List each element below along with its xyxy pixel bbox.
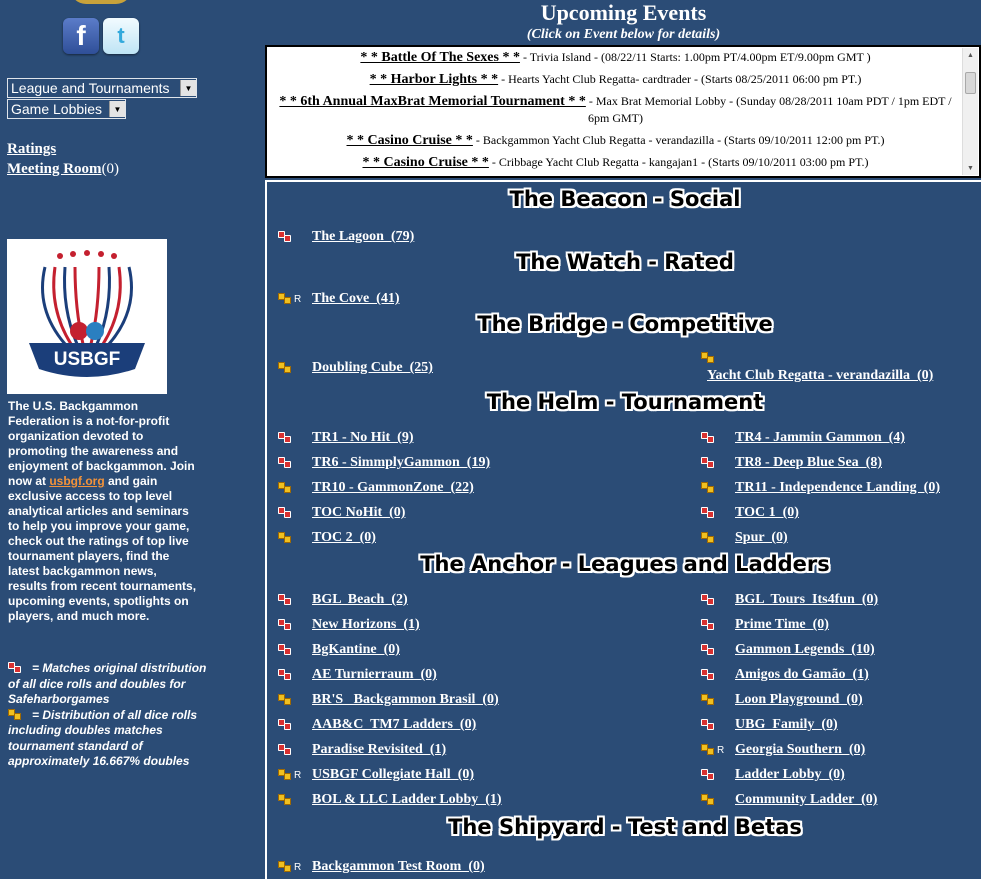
- yellow-dice-icon: [701, 694, 715, 706]
- room-link[interactable]: R Georgia Southern (0): [701, 741, 865, 759]
- event-title[interactable]: * * Harbor Lights * *: [369, 72, 499, 87]
- red-dice-icon: [701, 507, 715, 519]
- usbgf-link[interactable]: usbgf.org: [49, 474, 105, 488]
- red-dice-icon: [278, 744, 292, 756]
- room-link[interactable]: TR10 - GammonZone (22): [278, 479, 474, 497]
- room-link[interactable]: Gammon Legends (10): [701, 641, 875, 659]
- scroll-down-icon[interactable]: ▼: [967, 164, 974, 172]
- red-dice-icon: [701, 457, 715, 469]
- section-heading-shipyard: The Shipyard - Test and Betas: [448, 815, 802, 839]
- red-dice-icon: [278, 669, 292, 681]
- room-link[interactable]: TR1 - No Hit (9): [278, 429, 414, 447]
- usbgf-emblem-icon: [7, 239, 167, 394]
- red-dice-icon: [278, 507, 292, 519]
- yellow-dice-icon: [278, 794, 292, 806]
- red-dice-icon: [701, 619, 715, 631]
- red-dice-icon: [701, 669, 715, 681]
- twitter-icon[interactable]: t: [103, 18, 139, 54]
- event-detail: - Max Brat Memorial Lobby - (Sunday 08/28/2011 10am PDT / 1pm EDT / 6pm GMT): [585, 94, 952, 125]
- ratings-link[interactable]: Ratings: [7, 141, 57, 157]
- event-item[interactable]: [269, 71, 962, 88]
- usbgf-logo[interactable]: [7, 239, 167, 394]
- yellow-dice-icon: [8, 709, 22, 721]
- event-item[interactable]: [269, 93, 962, 127]
- select-value: League and Tournaments: [11, 80, 170, 96]
- room-link[interactable]: TR6 - SimmplyGammon (19): [278, 454, 490, 472]
- red-dice-icon: [278, 719, 292, 731]
- room-link[interactable]: R The Cove (41): [278, 290, 400, 308]
- room-link[interactable]: BGL Tours Its4fun (0): [701, 591, 878, 609]
- chevron-down-icon[interactable]: ▼: [109, 101, 125, 117]
- room-link[interactable]: AAB&C TM7 Ladders (0): [278, 716, 476, 734]
- red-dice-icon: [701, 719, 715, 731]
- event-item[interactable]: [269, 154, 962, 171]
- room-link[interactable]: Community Ladder (0): [701, 791, 877, 809]
- event-title[interactable]: * * 6th Annual MaxBrat Memorial Tournament * *: [279, 94, 586, 109]
- site-logo-partial: [70, 0, 132, 4]
- rated-icon: R: [294, 769, 302, 781]
- room-link[interactable]: Yacht Club Regatta - verandazilla (0): [707, 368, 934, 383]
- yellow-dice-icon: [278, 482, 292, 494]
- room-link[interactable]: TR8 - Deep Blue Sea (8): [701, 454, 882, 472]
- event-item[interactable]: [269, 132, 962, 149]
- event-detail: - Trivia Island - (08/22/11 Starts: 1.00pm PT/4.00pm ET/9.00pm GMT ): [519, 50, 871, 64]
- event-title[interactable]: * * Casino Cruise * *: [346, 133, 473, 148]
- room-link[interactable]: AE Turnierraum (0): [278, 666, 437, 684]
- ratings-row: [7, 141, 56, 158]
- meeting-room-link[interactable]: Meeting Room: [7, 161, 102, 177]
- red-dice-icon: [701, 432, 715, 444]
- room-link[interactable]: New Horizons (1): [278, 616, 420, 634]
- red-dice-icon: [278, 457, 292, 469]
- league-tournaments-select[interactable]: [7, 78, 197, 98]
- usbgf-description: The U.S. Backgammon Federation is a not-for-profit organization devoted to promoting the awareness and enjoyment of backgammon. Join now at usbgf.org and gain exclusive access to top level analytical articles and seminars to help you improve your game, check out the ratings of top live tournament players, find the latest backgammon news, results from recent tournaments, upcoming events, spotlights on players, and much more.: [8, 399, 197, 623]
- event-detail: - Cribbage Yacht Club Regatta - kangajan1 - (Starts 09/10/2011 03:00 pm PT.): [488, 155, 869, 169]
- yellow-dice-icon: [278, 532, 292, 544]
- section-heading-bridge: The Bridge - Competitive: [477, 312, 773, 336]
- room-link[interactable]: BgKantine (0): [278, 641, 400, 659]
- event-detail: - Backgammon Yacht Club Regatta - verandazilla - (Starts 09/10/2011 12:00 pm PT.): [472, 133, 885, 147]
- event-detail: - Hearts Yacht Club Regatta- cardtrader - (Starts 08/25/2011 06:00 pm PT.): [498, 72, 862, 86]
- section-heading-watch: The Watch - Rated: [516, 250, 734, 274]
- room-link[interactable]: Doubling Cube (25): [278, 359, 433, 377]
- red-dice-icon: [278, 432, 292, 444]
- section-heading-helm: The Helm - Tournament: [486, 390, 764, 414]
- room-link[interactable]: TR4 - Jammin Gammon (4): [701, 429, 905, 447]
- section-heading-beacon: The Beacon - Social: [509, 187, 741, 211]
- yellow-dice-icon: [701, 352, 715, 364]
- red-dice-icon: [278, 594, 292, 606]
- room-link[interactable]: Prime Time (0): [701, 616, 829, 634]
- meeting-room-count: (0): [101, 161, 120, 177]
- rated-icon: R: [294, 293, 302, 305]
- room-link[interactable]: R USBGF Collegiate Hall (0): [278, 766, 474, 784]
- event-title[interactable]: * * Casino Cruise * *: [362, 155, 489, 170]
- room-link[interactable]: Paradise Revisited (1): [278, 741, 446, 759]
- room-link[interactable]: The Lagoon (79): [278, 228, 414, 246]
- red-dice-icon: [8, 662, 22, 674]
- room-link[interactable]: TOC NoHit (0): [278, 504, 405, 522]
- room-link[interactable]: Spur (0): [701, 529, 788, 547]
- room-link[interactable]: BGL Beach (2): [278, 591, 408, 609]
- sidebar: [0, 0, 265, 879]
- red-dice-icon: [278, 644, 292, 656]
- select-value: Game Lobbies: [11, 101, 103, 117]
- event-title[interactable]: * * Battle Of The Sexes * *: [360, 50, 520, 65]
- upcoming-events-list[interactable]: [265, 45, 981, 178]
- page-subtitle: (Click on Event below for details): [526, 27, 721, 42]
- room-link[interactable]: TOC 1 (0): [701, 504, 799, 522]
- room-link[interactable]: TR11 - Independence Landing (0): [701, 479, 940, 497]
- yellow-dice-icon: [278, 769, 292, 781]
- events-scrollbar[interactable]: [962, 48, 978, 175]
- red-dice-icon: [278, 619, 292, 631]
- legend-yellow: = Distribution of all dice rolls including doubles matches tournament standard of approximately 16.667% doubles: [8, 707, 198, 768]
- facebook-icon[interactable]: f: [63, 18, 99, 54]
- yellow-dice-icon: [701, 482, 715, 494]
- room-link[interactable]: Loon Playground (0): [701, 691, 863, 709]
- meeting-room-row: [7, 161, 119, 178]
- svg-text:USBGF: USBGF: [53, 349, 121, 370]
- room-link[interactable]: BR'S Backgammon Brasil (0): [278, 691, 499, 709]
- yellow-dice-icon: [278, 694, 292, 706]
- legend-red: = Matches original distribution of all dice rolls and doubles for Safeharborgames: [8, 661, 207, 706]
- yellow-dice-icon: [278, 861, 292, 873]
- room-link[interactable]: TOC 2 (0): [278, 529, 376, 547]
- rated-icon: R: [294, 861, 302, 873]
- room-link[interactable]: Amigos do Gamão (1): [701, 666, 869, 684]
- dice-legend: [8, 661, 208, 770]
- yellow-dice-icon: [701, 744, 715, 756]
- red-dice-icon: [701, 644, 715, 656]
- game-rooms-panel: [265, 180, 981, 879]
- red-dice-icon: [701, 594, 715, 606]
- yellow-dice-icon: [278, 362, 292, 374]
- yellow-dice-icon: [701, 532, 715, 544]
- scroll-thumb[interactable]: [965, 72, 976, 94]
- page-title: Upcoming Events: [540, 0, 707, 25]
- yellow-dice-icon: [278, 293, 292, 305]
- room-link[interactable]: BOL & LLC Ladder Lobby (1): [278, 791, 502, 809]
- event-item[interactable]: [269, 49, 962, 66]
- game-lobbies-select[interactable]: [7, 99, 126, 119]
- room-link[interactable]: UBG Family (0): [701, 716, 838, 734]
- section-heading-anchor: The Anchor - Leagues and Ladders: [420, 552, 830, 576]
- chevron-down-icon[interactable]: ▼: [180, 80, 196, 96]
- yellow-dice-icon: [701, 794, 715, 806]
- room-link[interactable]: R Backgammon Test Room (0): [278, 858, 485, 876]
- room-link[interactable]: Ladder Lobby (0): [701, 766, 845, 784]
- rated-icon: R: [717, 744, 725, 756]
- room-link[interactable]: [701, 349, 731, 367]
- scroll-up-icon[interactable]: ▲: [967, 51, 974, 59]
- red-dice-icon: [278, 231, 292, 243]
- social-links: [63, 18, 139, 54]
- red-dice-icon: [701, 769, 715, 781]
